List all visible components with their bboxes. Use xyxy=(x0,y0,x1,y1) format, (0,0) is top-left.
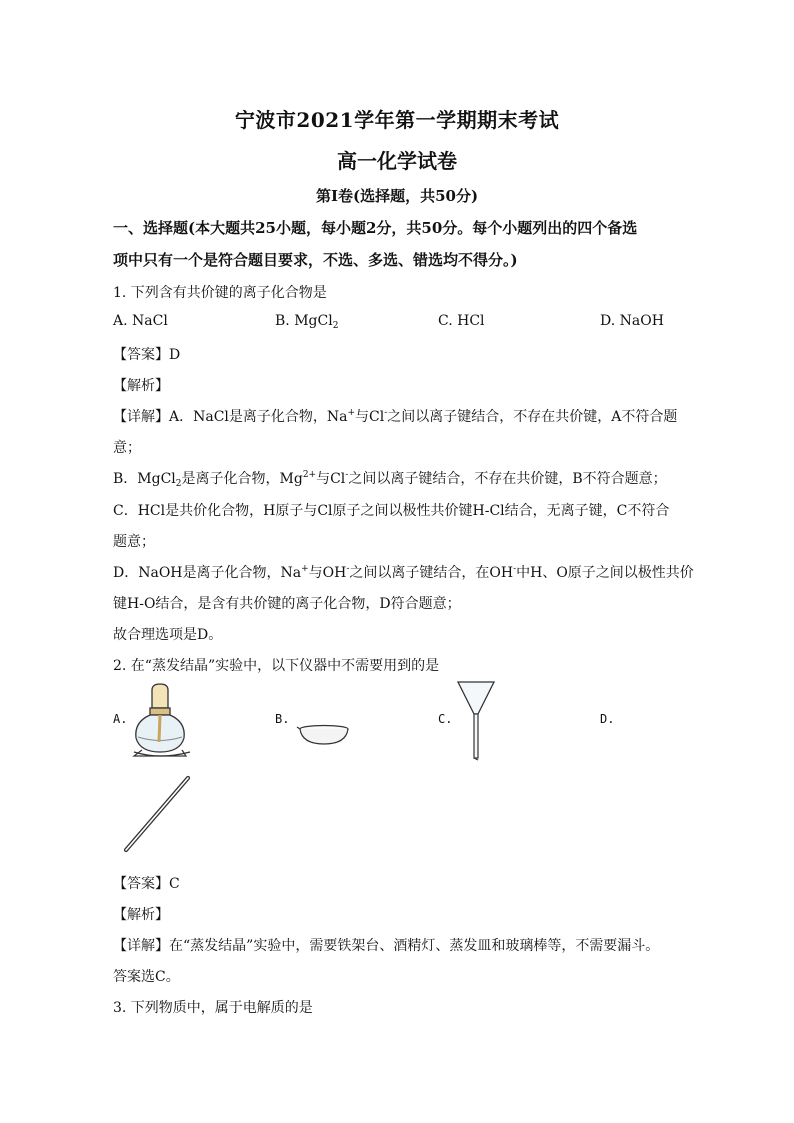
q2-option-b: B. xyxy=(275,712,290,726)
q1-stem: 1. 下列含有共价键的离子化合物是 xyxy=(113,285,327,301)
q1-option-c: C. HCl xyxy=(438,313,485,329)
alcohol-lamp-icon xyxy=(128,682,198,762)
instructions-line-1: 一、选择题(本大题共25小题，每小题2分，共50分。每个小题列出的四个备选 xyxy=(113,219,638,237)
section-heading: 第Ⅰ卷(选择题，共50分) xyxy=(315,187,479,205)
q1-answer: 【答案】D xyxy=(113,347,181,363)
q1-detail-a-cont: 意； xyxy=(113,440,141,456)
q1-analysis-label: 【解析】 xyxy=(113,378,169,394)
q1-option-b: B. MgCl$_2$ xyxy=(275,313,339,331)
q1-detail-b: B．MgCl$_2$是离子化合物，$Mg^{2+}$与Cl-之间以离子键结合，不存在共价键，B不符合题意； xyxy=(113,470,667,489)
exam-title: 宁波市2021学年第一学期期末考试 xyxy=(234,108,560,132)
instructions-line-2: 项中只有一个是符合题目要求，不选、多选、错选均不得分。) xyxy=(113,251,518,269)
q1-detail-c: C．HCl是共价化合物，H原子与Cl原子之间以极性共价键H-Cl结合，无离子键，C不符合 xyxy=(113,503,670,519)
q2-answer: 【答案】C xyxy=(113,876,180,892)
q2-analysis-label: 【解析】 xyxy=(113,907,169,923)
funnel-icon xyxy=(456,680,496,762)
q1-conclusion: 故合理选项是D。 xyxy=(113,627,223,643)
q2-option-c: C. xyxy=(438,712,453,726)
q2-option-a: A. xyxy=(113,712,128,726)
q1-option-a: A. NaCl xyxy=(113,313,168,329)
q1-detail-d-cont: 键H-O结合，是含有共价键的离子化合物，D符合题意； xyxy=(113,596,461,612)
q2-detail: 【详解】在“蒸发结晶”实验中，需要铁架台、酒精灯、蒸发皿和玻璃棒等，不需要漏斗。 xyxy=(113,938,660,954)
evaporating-dish-icon xyxy=(298,724,350,746)
q1-option-d: D. NaOH xyxy=(600,313,664,329)
q1-detail-d: D．NaOH是离子化合物，Na+与OH-之间以离子键结合，在OH-中H、O原子之间以极性共价 xyxy=(113,564,694,581)
q2-stem: 2. 在“蒸发结晶”实验中，以下仪器中不需要用到的是 xyxy=(113,658,440,674)
glass-rod-icon xyxy=(122,774,192,854)
q1-detail-c-cont: 题意； xyxy=(113,534,155,550)
q2-option-d: D. xyxy=(600,712,615,726)
exam-subtitle: 高一化学试卷 xyxy=(337,149,457,173)
q1-detail-a: 【详解】A．NaCl是离子化合物，Na+与Cl-之间以离子键结合，不存在共价键，A不符合题 xyxy=(113,408,678,425)
q2-conclusion: 答案选C。 xyxy=(113,969,180,985)
q3-stem: 3. 下列物质中，属于电解质的是 xyxy=(113,1000,313,1016)
